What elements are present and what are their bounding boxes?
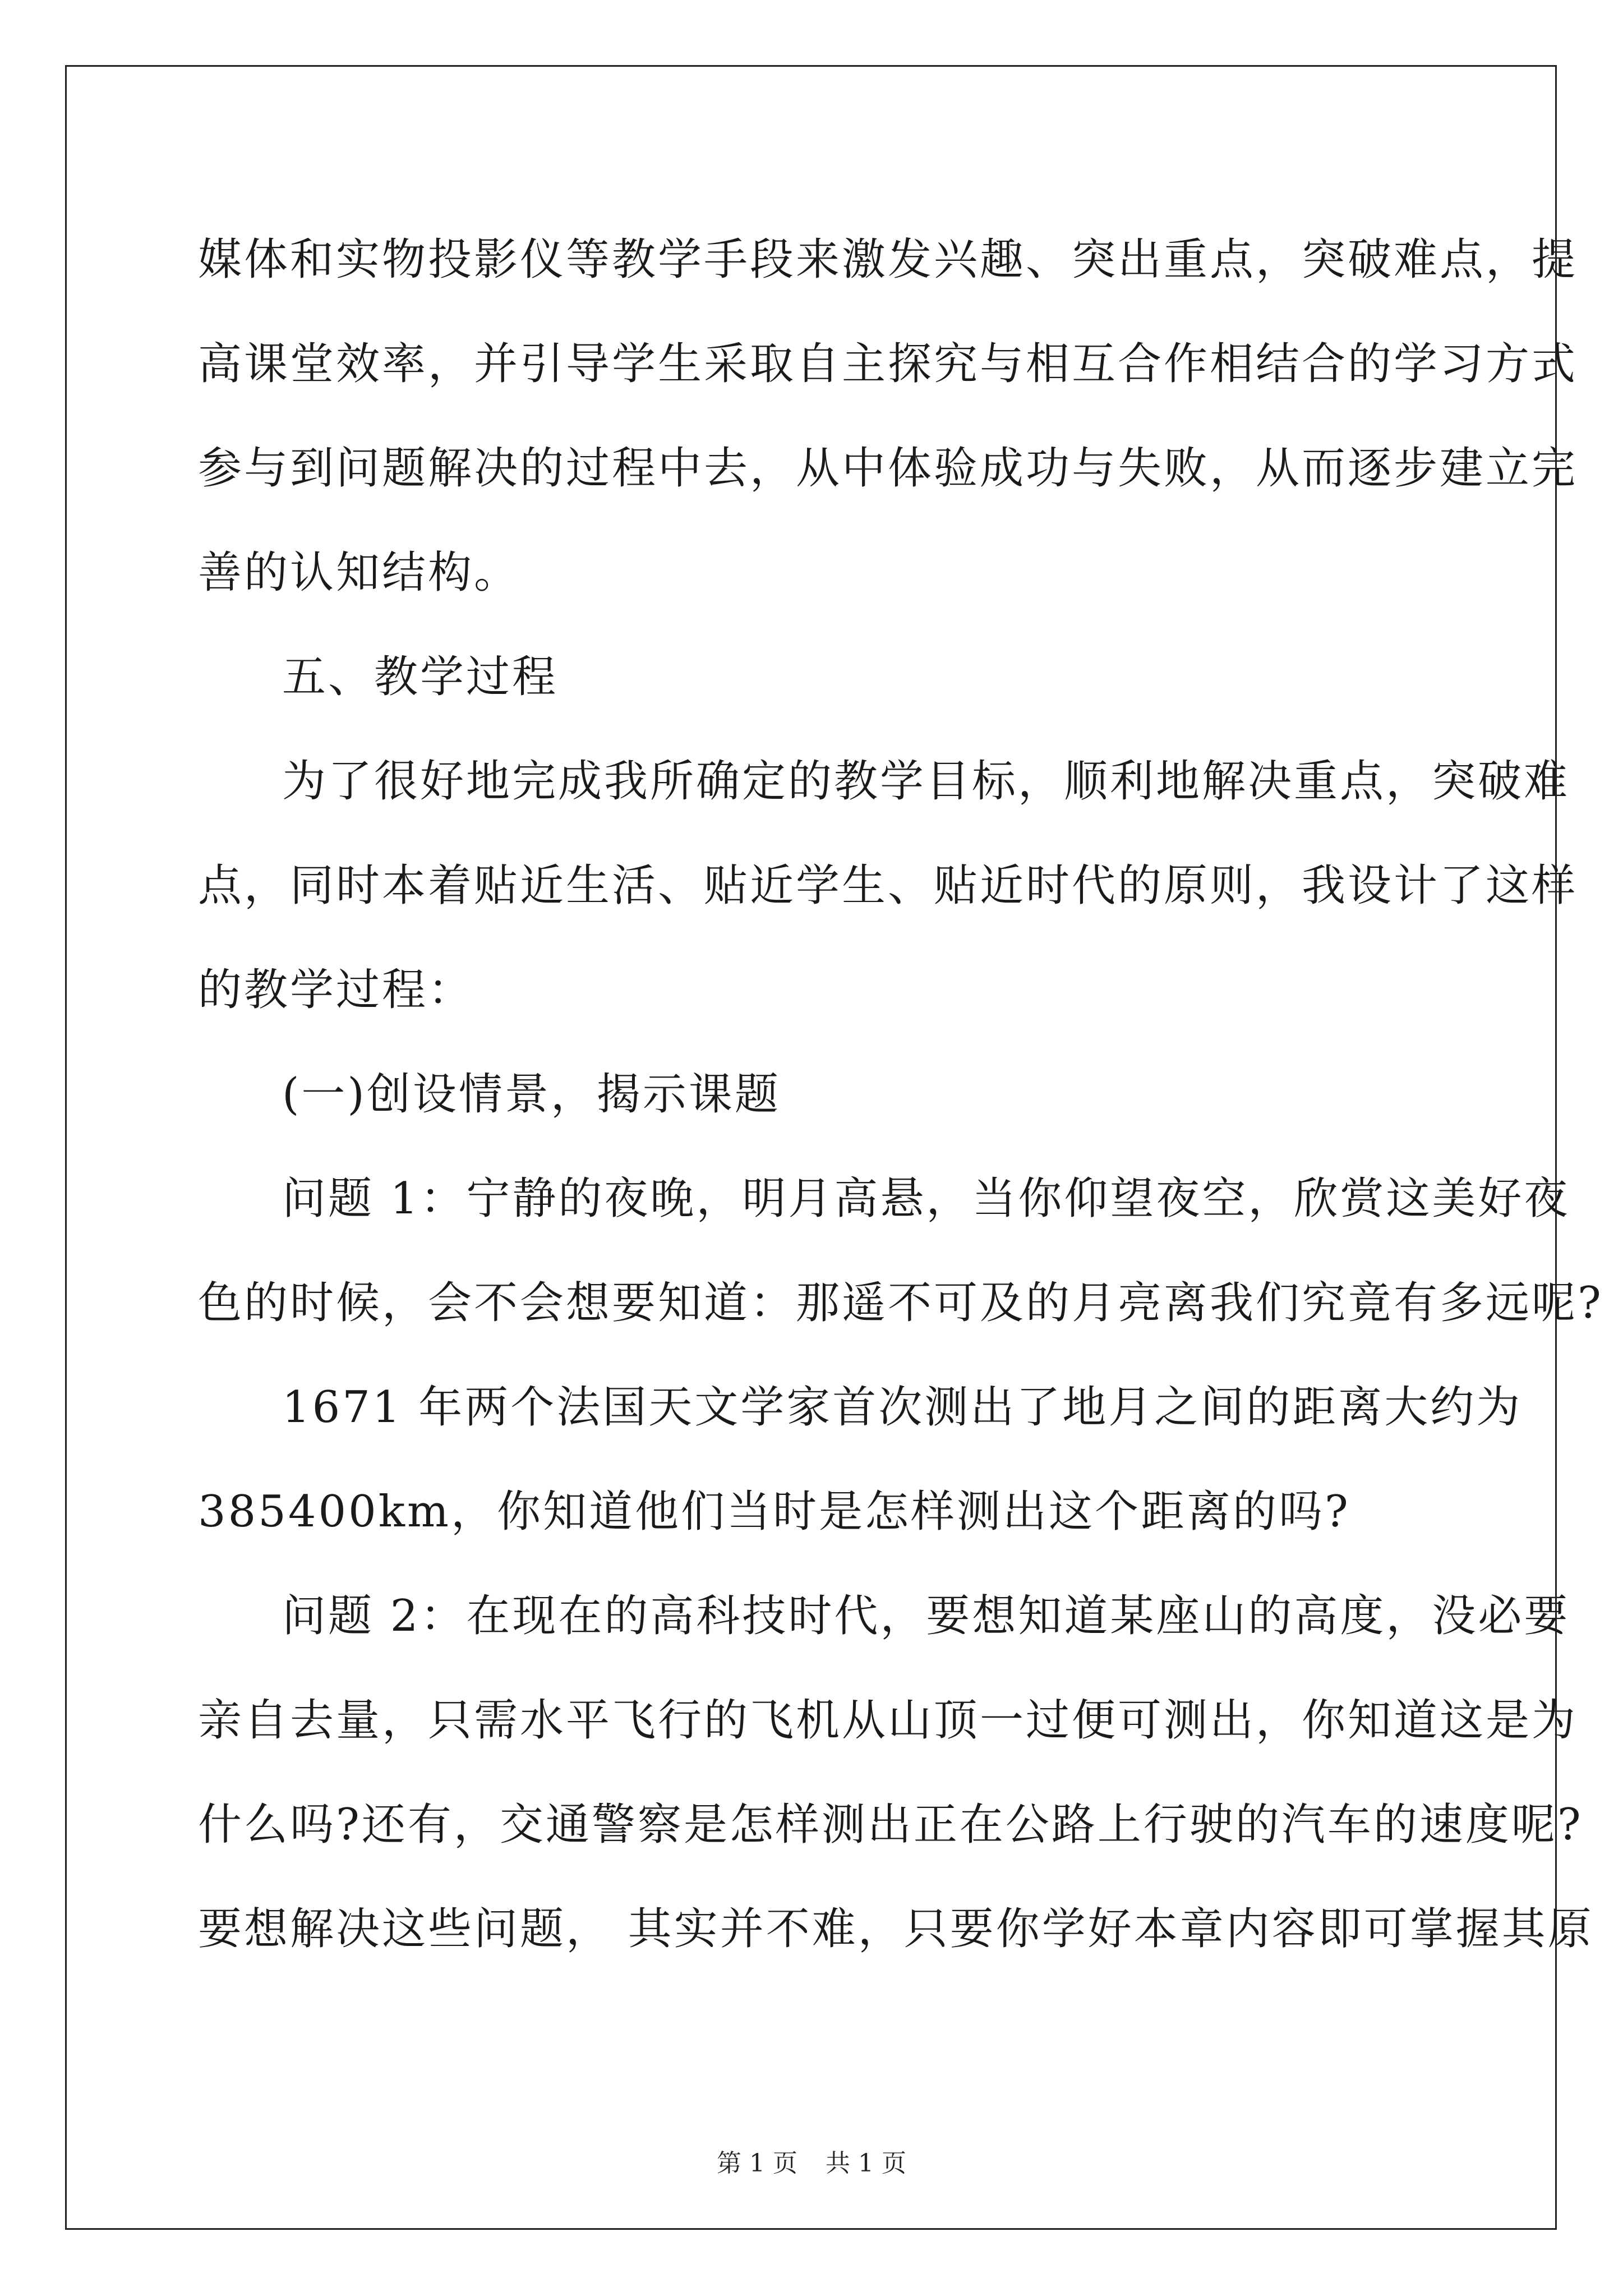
text-line: 参与到问题解决的过程中去，从中体验成功与失败，从而逐步建立完 — [198, 443, 1578, 494]
page-total: 共 1 页 — [826, 2149, 906, 2178]
text-line: 高课堂效率，并引导学生采取自主探究与相互合作相结合的学习方式 — [198, 339, 1578, 389]
page-footer — [0, 2143, 1623, 2179]
text-line: 点，同时本着贴近生活、贴近学生、贴近时代的原则，我设计了这样 — [198, 861, 1578, 911]
text-line: 的教学过程： — [198, 965, 474, 1015]
text-line: 亲自去量，只需水平飞行的飞机从山顶一过便可测出，你知道这是为 — [198, 1695, 1578, 1746]
text-line: 媒体和实物投影仪等教学手段来激发兴趣、突出重点，突破难点，提 — [198, 234, 1578, 285]
text-line: 385400km，你知道他们当时是怎样测出这个距离的吗? — [198, 1487, 1350, 1537]
page-number: 第 1 页 — [717, 2149, 797, 2178]
text-line: 1671 年两个法国天文学家首次测出了地月之间的距离大约为 — [282, 1382, 1523, 1433]
text-line: 问题 1：宁静的夜晚，明月高悬，当你仰望夜空，欣赏这美好夜 — [282, 1174, 1570, 1224]
text-line: 色的时候，会不会想要知道：那遥不可及的月亮离我们究竟有多远呢? — [198, 1278, 1603, 1328]
text-line: 为了很好地完成我所确定的教学目标，顺利地解决重点，突破难 — [282, 756, 1570, 807]
document-body — [198, 208, 1603, 1981]
subsection-heading: (一)创设情景，揭示课题 — [282, 1069, 781, 1120]
text-line: 问题 2：在现在的高科技时代，要想知道某座山的高度，没必要 — [282, 1591, 1570, 1641]
text-line: 善的认知结构。 — [198, 547, 520, 598]
section-heading: 五、教学过程 — [282, 652, 559, 702]
text-line: 什么吗?还有，交通警察是怎样测出正在公路上行驶的汽车的速度呢? — [198, 1800, 1583, 1850]
text-line: 要想解决这些问题， 其实并不难，只要你学好本章内容即可掌握其原 — [198, 1904, 1594, 1954]
